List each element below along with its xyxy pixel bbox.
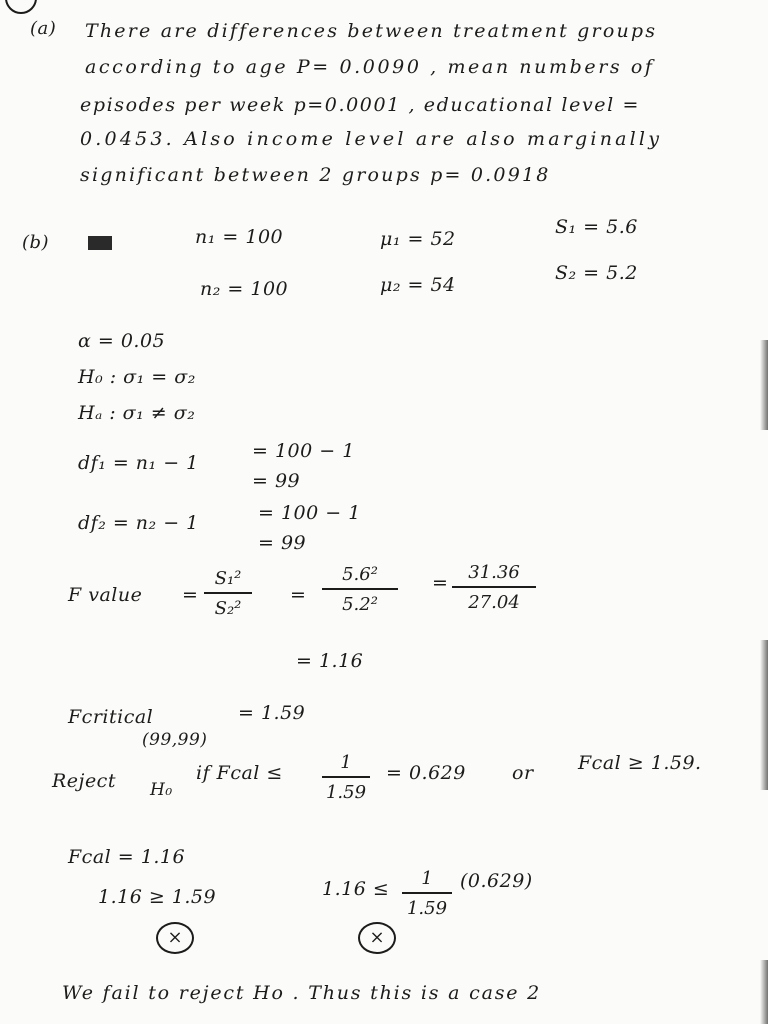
f-critical-label: Fcritical	[68, 706, 154, 728]
scan-edge-shadow	[760, 340, 768, 430]
df1-step-1: = 100 − 1	[252, 440, 355, 462]
scribbled-out-mark	[88, 236, 112, 250]
f-equals-3: =	[432, 572, 449, 594]
f-frac2-numerator: 5.6²	[342, 564, 378, 585]
fraction-bar	[322, 776, 370, 778]
check-2-numerator: 1	[421, 868, 433, 889]
reject-result: = 0.629	[386, 762, 466, 784]
fraction-bar	[322, 588, 398, 590]
part-a-line-4: 0.0453. Also income level are also marginally	[80, 128, 663, 150]
f-result: = 1.16	[296, 650, 364, 672]
part-b-label: (b)	[22, 232, 50, 253]
cross-mark-2: ×	[358, 922, 396, 954]
null-hypothesis: H₀ : σ₁ = σ₂	[78, 366, 196, 388]
reject-frac-denominator: 1.59	[325, 782, 367, 803]
f-fraction-numeric	[322, 564, 398, 615]
part-a-line-2: according to age P= 0.0090 , mean numbers of	[85, 56, 655, 78]
cross-mark-1: ×	[156, 922, 194, 954]
f-frac1-numerator: S₁²	[214, 568, 242, 589]
check-2-lhs: 1.16 ≤	[322, 878, 390, 900]
reject-h0: H₀	[150, 780, 173, 800]
alternative-hypothesis: Hₐ : σ₁ ≠ σ₂	[78, 402, 196, 424]
check-1: 1.16 ≥ 1.59	[98, 886, 217, 908]
reject-frac-numerator: 1	[340, 752, 352, 773]
reject-or: or	[512, 762, 534, 784]
scan-edge-shadow	[760, 960, 768, 1024]
conclusion: We fail to reject Ho . Thus this is a case 2	[62, 982, 542, 1004]
df2-lhs: df₂ = n₂ − 1	[78, 512, 199, 534]
df1-lhs: df₁ = n₁ − 1	[78, 452, 199, 474]
check-2-denominator: 1.59	[406, 898, 448, 919]
df2-step-1: = 100 − 1	[258, 502, 361, 524]
df2-step-2: = 99	[258, 532, 307, 554]
f-frac3-numerator: 31.36	[468, 562, 520, 583]
reject-alternative: Fcal ≥ 1.59.	[578, 752, 702, 774]
fraction-bar	[402, 892, 452, 894]
reject-condition: if Fcal ≤	[196, 762, 283, 784]
n2-value: n₂ = 100	[200, 278, 289, 300]
check-2-rhs: (0.629)	[460, 870, 533, 892]
scan-edge-shadow	[760, 640, 768, 790]
page-number-circle	[5, 0, 37, 14]
part-a-line-3: episodes per week p=0.0001 , educational level =	[80, 94, 640, 116]
mu1-value: μ₁ = 52	[380, 228, 456, 250]
reject-fraction	[322, 752, 370, 803]
fraction-bar	[452, 586, 536, 588]
f-fraction-squared	[452, 562, 536, 613]
fcal-line: Fcal = 1.16	[68, 846, 186, 868]
f-value-label: F value	[68, 584, 143, 606]
f-frac2-denominator: 5.2²	[342, 594, 378, 615]
alpha-value: α = 0.05	[78, 330, 166, 352]
f-critical-df: (99,99)	[142, 730, 208, 750]
part-a-line-5: significant between 2 groups p= 0.0918	[80, 164, 551, 186]
check-2-fraction	[402, 868, 452, 919]
f-equals-1: =	[182, 584, 199, 606]
df1-step-2: = 99	[252, 470, 301, 492]
s1-value: S₁ = 5.6	[555, 216, 638, 238]
part-a-label: (a)	[30, 18, 57, 39]
fraction-bar	[204, 592, 252, 594]
n1-value: n₁ = 100	[195, 226, 284, 248]
f-equals-2: =	[290, 584, 307, 606]
s2-value: S₂ = 5.2	[555, 262, 638, 284]
mu2-value: μ₂ = 54	[380, 274, 456, 296]
f-fraction-symbolic	[204, 568, 252, 619]
f-frac1-denominator: S₂²	[214, 598, 242, 619]
reject-label: Reject	[52, 770, 116, 792]
f-frac3-denominator: 27.04	[468, 592, 520, 613]
part-a-line-1: There are differences between treatment groups	[85, 20, 658, 42]
f-critical-value: = 1.59	[238, 702, 306, 724]
